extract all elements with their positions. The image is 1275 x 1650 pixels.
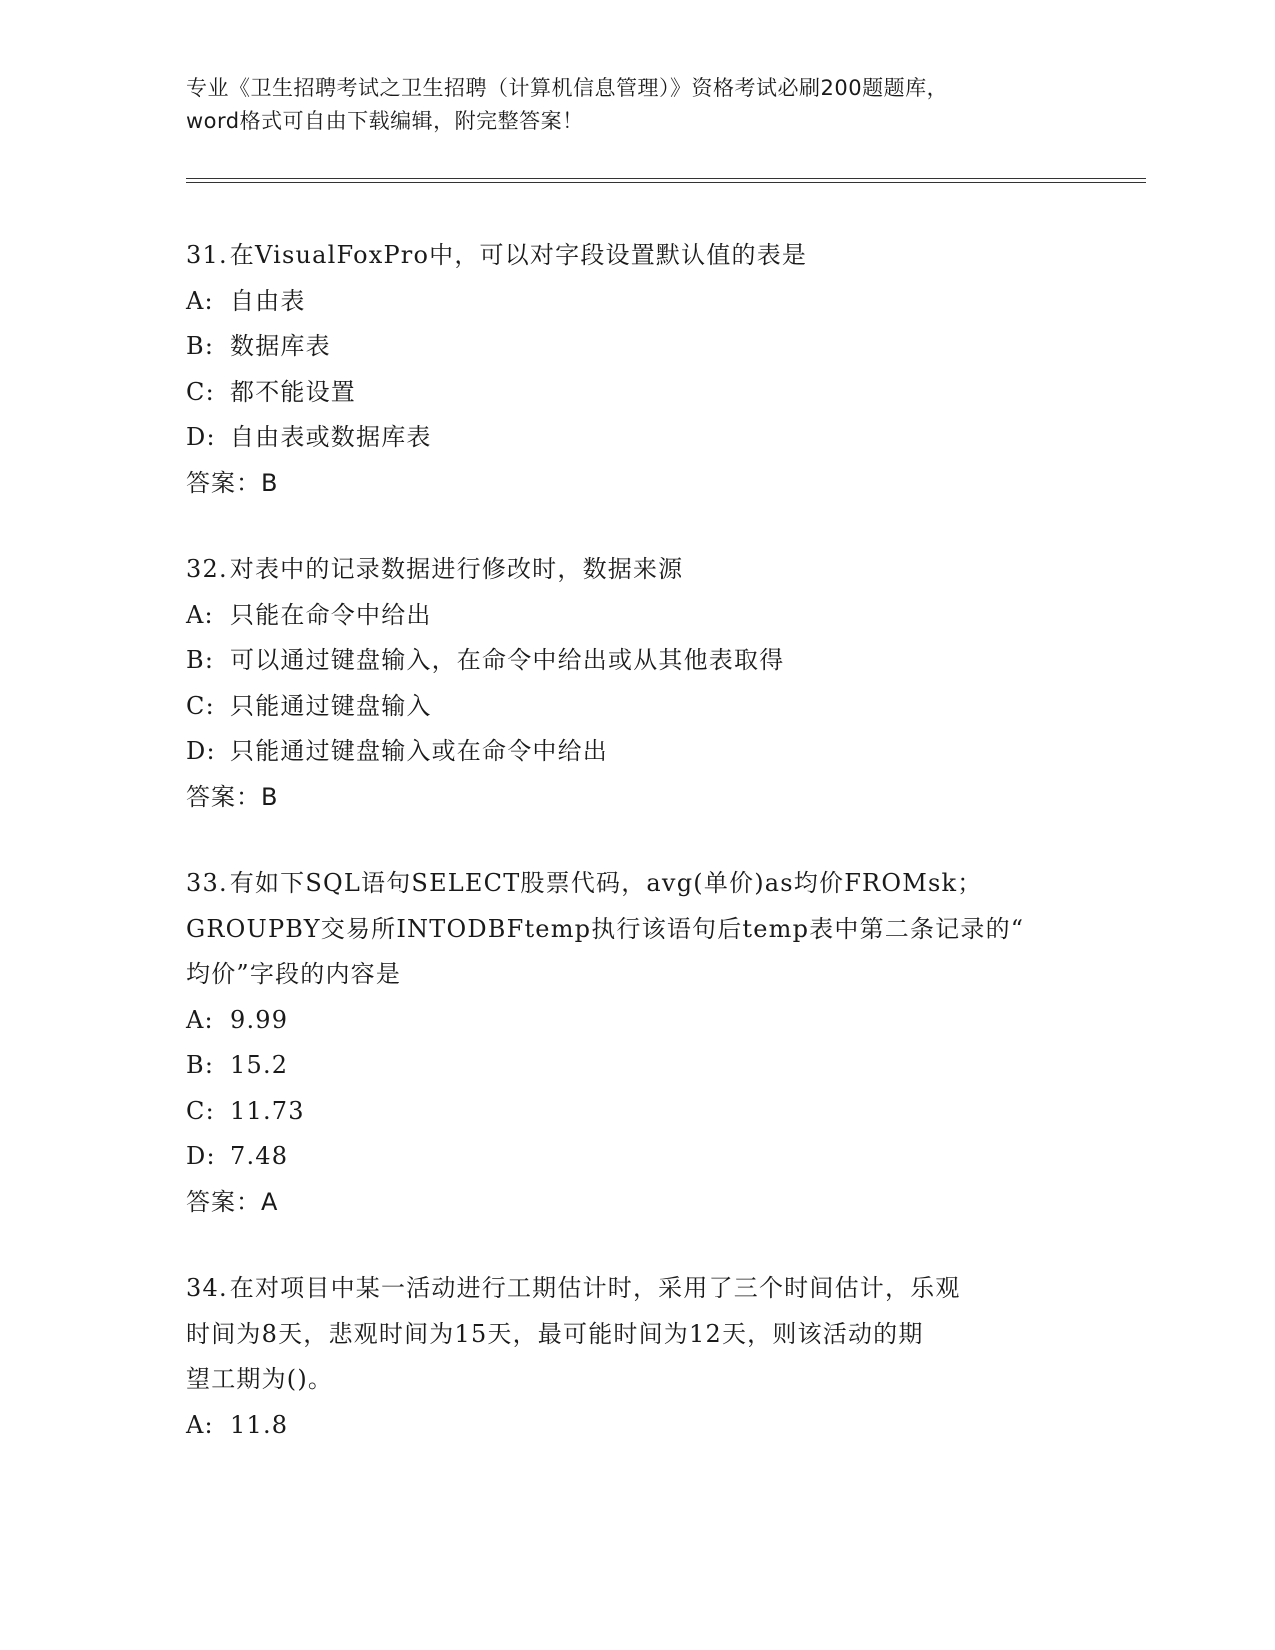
answer-key: 答案：B: [186, 468, 279, 497]
question-item: [186, 1266, 1086, 1448]
header-divider-top: [186, 178, 1146, 179]
option-text: 可以通过键盘输入，在命令中给出或从其他表取得: [230, 646, 785, 674]
answer-option: [186, 1089, 1086, 1135]
document-header: [186, 72, 1086, 138]
question-text-line: [186, 233, 1086, 279]
answer-option: [186, 998, 1086, 1044]
question-text-line: [186, 861, 1086, 907]
question-stem: 均价”字段的内容是: [186, 960, 402, 988]
option-text: 15.2: [230, 1051, 289, 1079]
option-letter: D:: [186, 737, 216, 765]
answer-option: [186, 638, 1086, 684]
question-stem: GROUPBY交易所INTODBFtemp执行该语句后temp表中第二条记录的“: [186, 914, 1025, 943]
header-divider-bottom: [186, 182, 1146, 183]
question-text-line: [186, 907, 1086, 953]
option-text: 都不能设置: [230, 377, 356, 406]
question-text-line: [186, 1357, 1086, 1403]
option-letter: B:: [186, 646, 215, 674]
question-text-line: [186, 547, 1086, 593]
question-item: [186, 861, 1086, 1225]
answer-option: [186, 729, 1086, 775]
option-text: 11.8: [230, 1410, 289, 1439]
option-text: 自由表或数据库表: [230, 423, 432, 451]
option-letter: A:: [186, 1410, 214, 1439]
option-letter: C:: [186, 691, 215, 720]
option-letter: D:: [186, 423, 216, 451]
question-text-line: [186, 1312, 1086, 1358]
question-stem: 有如下SQL语句SELECT股票代码，avg(单价)as均价FROMsk；: [229, 869, 983, 897]
question-number: 32.: [186, 555, 228, 583]
question-stem: 在VisualFoxPro中，可以对字段设置默认值的表是: [229, 241, 808, 269]
question-number: 31.: [186, 241, 228, 269]
option-text: 只能通过键盘输入或在命令中给出: [230, 737, 608, 765]
answer-option: [186, 684, 1086, 730]
option-letter: A:: [186, 1005, 214, 1034]
question-item: [186, 233, 1086, 506]
answer-option: [186, 593, 1086, 639]
question-stem: 对表中的记录数据进行修改时，数据来源: [229, 555, 684, 583]
header-line-2: word格式可自由下载编辑，附完整答案！: [186, 109, 584, 133]
option-letter: C:: [186, 1096, 215, 1125]
answer-key: 答案：B: [186, 782, 279, 811]
question-text-line: [186, 1266, 1086, 1312]
question-text-line: [186, 952, 1086, 998]
option-letter: A:: [186, 286, 214, 315]
option-text: 7.48: [230, 1142, 289, 1170]
option-letter: B:: [186, 332, 215, 360]
option-text: 11.73: [230, 1096, 305, 1125]
question-list: [186, 233, 1086, 1489]
question-number: 34.: [186, 1274, 228, 1302]
answer-option: [186, 1403, 1086, 1449]
option-text: 只能通过键盘输入: [230, 691, 432, 720]
option-text: 9.99: [230, 1005, 289, 1034]
answer-option: [186, 370, 1086, 416]
header-line-1: 专业《卫生招聘考试之卫生招聘（计算机信息管理）》资格考试必刷200题题库，: [186, 76, 949, 100]
option-letter: D:: [186, 1142, 216, 1170]
question-stem: 望工期为()。: [186, 1365, 334, 1393]
question-stem: 时间为8天，悲观时间为15天，最可能时间为12天，则该活动的期: [186, 1319, 924, 1348]
option-letter: C:: [186, 377, 215, 406]
answer-option: [186, 279, 1086, 325]
option-text: 数据库表: [230, 332, 331, 360]
option-letter: A:: [186, 600, 214, 629]
option-text: 自由表: [230, 286, 306, 315]
option-letter: B:: [186, 1051, 215, 1079]
answer-key: 答案：A: [186, 1187, 279, 1216]
option-text: 只能在命令中给出: [230, 600, 432, 629]
answer-option: [186, 1134, 1086, 1180]
answer-option: [186, 415, 1086, 461]
answer-option: [186, 1043, 1086, 1089]
question-stem: 在对项目中某一活动进行工期估计时，采用了三个时间估计，乐观: [229, 1274, 961, 1302]
question-number: 33.: [186, 869, 228, 897]
answer-option: [186, 324, 1086, 370]
question-item: [186, 547, 1086, 820]
